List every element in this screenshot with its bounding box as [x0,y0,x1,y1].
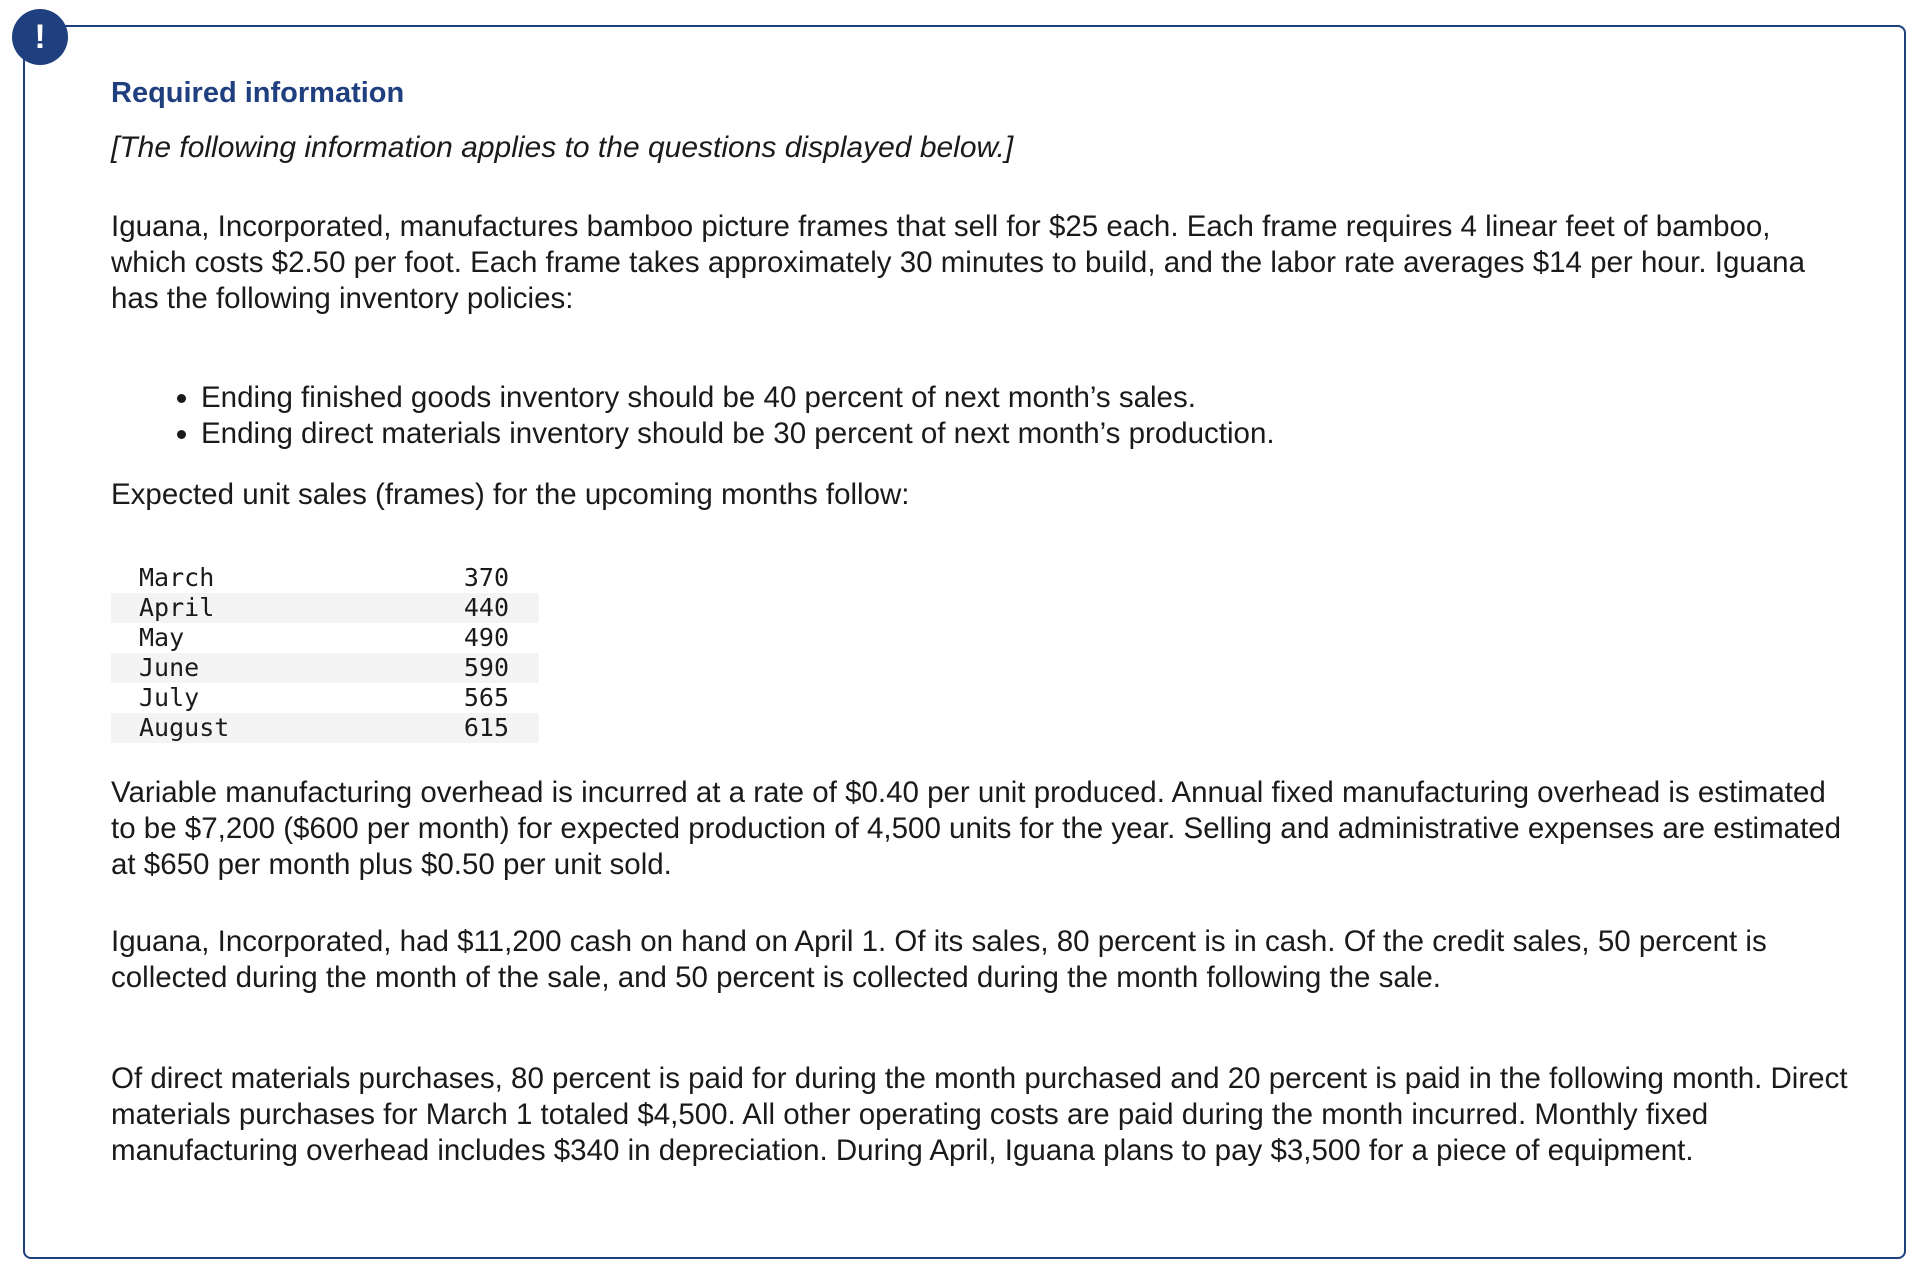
intro-note: [The following information applies to the questions displayed below.] [111,131,1014,164]
list-item: • Ending direct materials inventory should be 30 percent of next month’s production. [201,416,1801,452]
paragraph-cash-collections: Iguana, Incorporated, had $11,200 cash on hand on April 1. Of its sales, 80 percent is in cash. Of the credit sales, 50 percent is collected during the month of the sale, and 50 percent is collected during the month following the sale. [111,925,1767,994]
table-row [111,653,539,683]
paragraph-company-description: Iguana, Incorporated, manufactures bamboo picture frames that sell for $25 each. Each frame requires 4 linear feet of bamboo, which costs $2.50 per foot. Each frame takes approximately 30 minutes to build, and the labor rate averages $14 per hour. Iguana has the following inventory policies: [111,210,1805,315]
units-cell: 370 [463,563,509,592]
table-row [111,593,539,623]
inventory-policy-list [147,380,1801,452]
table-row [111,623,539,653]
info-card [23,25,1906,1259]
units-cell: 590 [431,653,539,683]
table-row [111,713,539,743]
units-cell: 490 [463,623,509,652]
section-title: Required information [111,77,405,109]
month-cell: April [111,593,431,623]
paragraph-payments: Of direct materials purchases, 80 percent is paid for during the month purchased and 20 percent is paid in the following month. Direct materials purchases for March 1 totaled $4,500. All other operating costs are paid during the month incurred. Monthly fixed manufacturing overhead includes $340 in depreciation. During April, Iguana plans to pay $3,500 for a piece of equipment. [111,1062,1848,1167]
units-cell: 440 [431,593,539,623]
list-item: • Ending finished goods inventory should be 40 percent of next month’s sales. [201,380,1801,416]
expected-sales-table [111,563,539,743]
month-cell: July [139,683,200,712]
month-cell: May [139,623,185,652]
table-row [111,563,539,593]
month-cell: March [139,563,215,592]
table-row [111,683,539,713]
paragraph-overhead: Variable manufacturing overhead is incurred at a rate of $0.40 per unit produced. Annual fixed manufacturing overhead is estimated to be $7,200 ($600 per month) for expected production of 4,500 units for the year. Selling and administrative expenses are estimated at $650 per month plus $0.50 per unit sold. [111,776,1842,881]
paragraph-expected-sales: Expected unit sales (frames) for the upcoming months follow: [111,478,910,511]
units-cell: 615 [431,713,539,743]
alert-icon: ! [12,9,68,65]
month-cell: June [111,653,431,683]
units-cell: 565 [463,683,509,712]
month-cell: August [111,713,431,743]
